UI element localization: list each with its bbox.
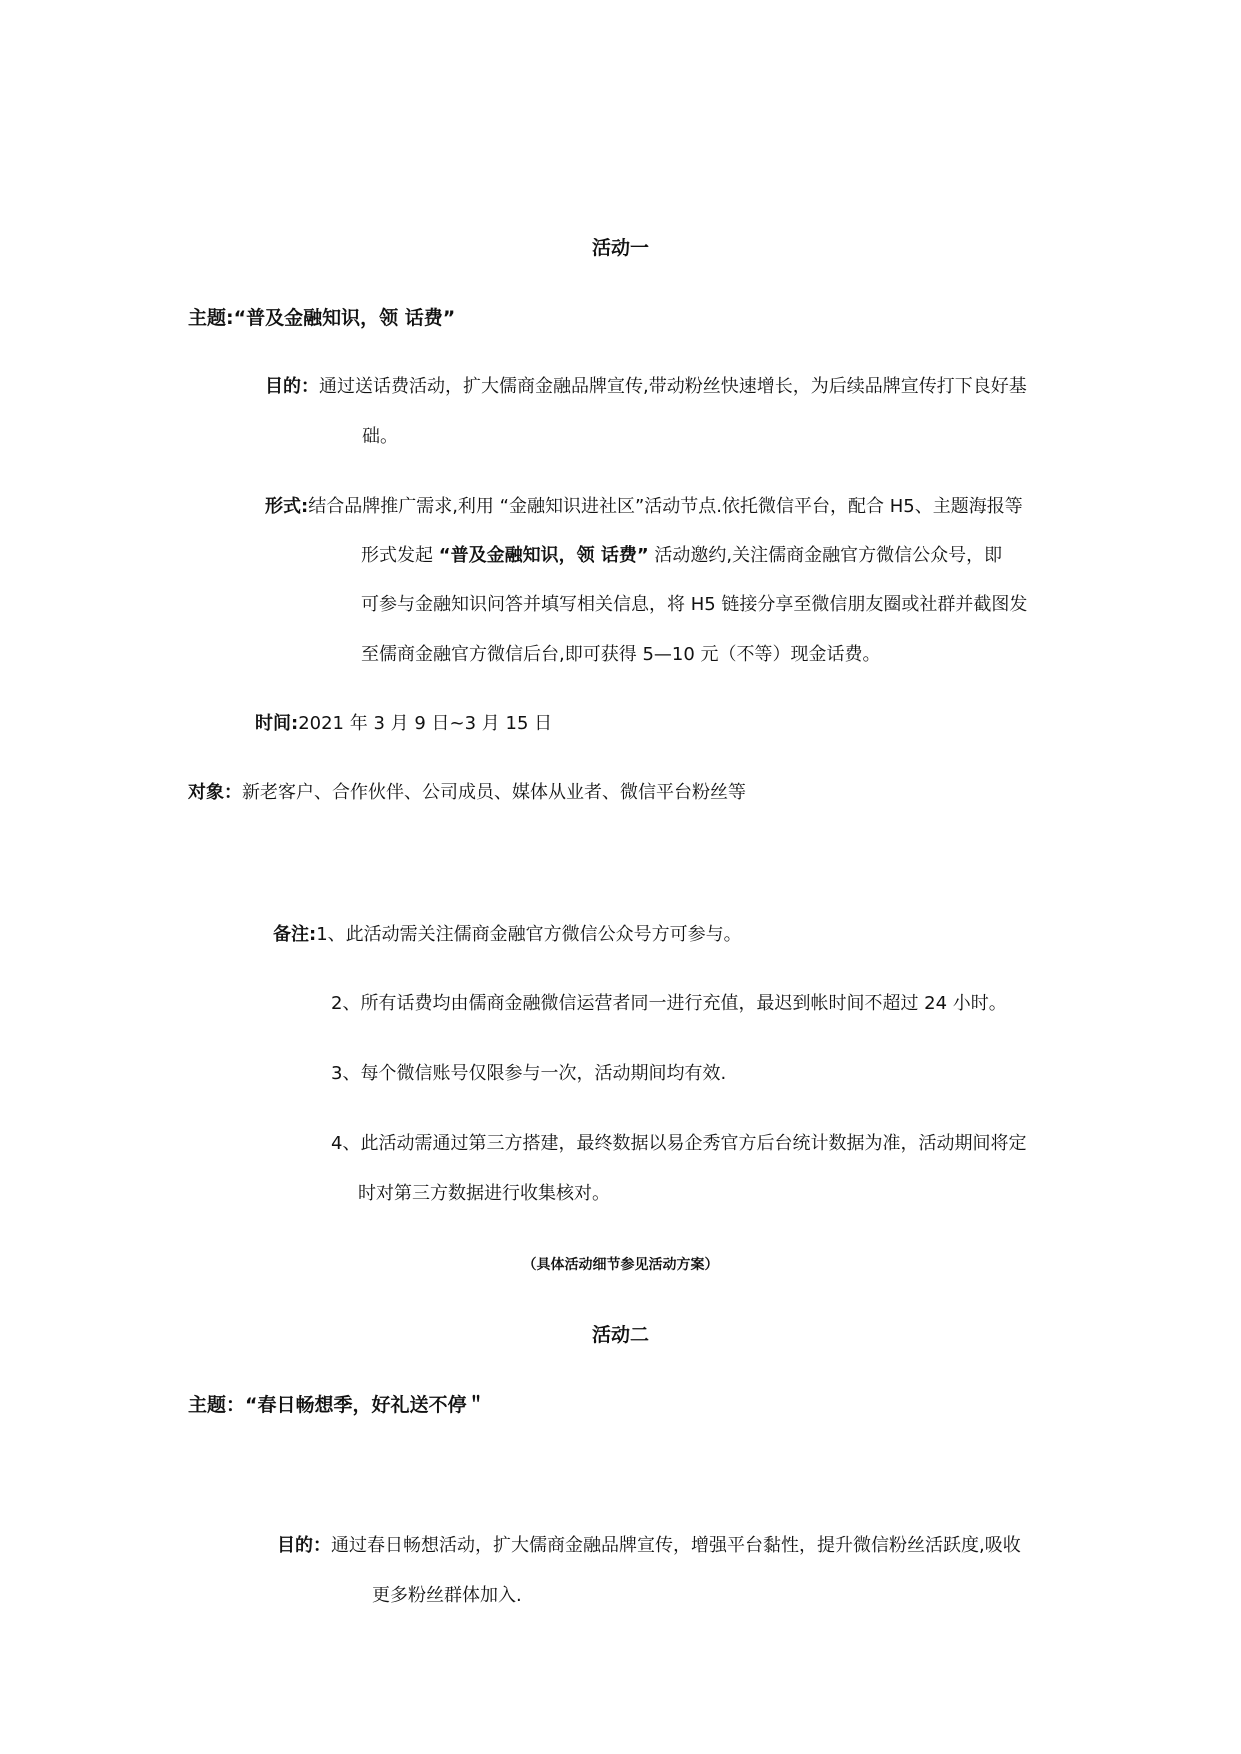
activity1-heading: 活动一 [591, 237, 649, 259]
note-item: 3、每个微信账号仅限参与一次，活动期间均有效. [331, 1063, 727, 1084]
activity1-footnote: （具体活动细节参见活动方案） [522, 1257, 719, 1273]
form-label: 形式: [265, 496, 309, 517]
note-item: 4、此活动需通过第三方搭建，最终数据以易企秀官方后台统计数据为准，活动期间将定 [331, 1133, 1027, 1154]
activity2-purpose [277, 1534, 1021, 1558]
theme-label: 主题: [188, 307, 234, 329]
activity1-form-line4: 至儒商金融官方微信后台,即可获得 5—10 元（不等）现金话费。 [361, 644, 881, 665]
target-value: 新老客户、合作伙伴、公司成员、媒体从业者、微信平台粉丝等 [242, 782, 746, 803]
theme-value: “春日畅想季，好礼送不停＂ [245, 1394, 486, 1416]
form-text: 结合品牌推广需求,利用 “金融知识进社区”活动节点.依托微信平台，配合 H5、主题海报等 [308, 496, 1023, 517]
note-item: 2、所有话费均由儒商金融微信运营者同一进行充值，最迟到帐时间不超过 24 小时。 [331, 993, 1007, 1014]
theme-value: “普及金融知识，领 话费” [233, 307, 456, 329]
form-text-pre: 形式发起 [361, 545, 439, 566]
purpose-text: 通过送话费活动，扩大儒商金融品牌宣传,带动粉丝快速增长，为后续品牌宣传打下良好基 [319, 376, 1027, 397]
time-value: 2021 年 3 月 9 日~3 月 15 日 [298, 713, 553, 734]
activity1-theme [188, 306, 455, 330]
purpose-label: 目的： [265, 376, 319, 397]
activity1-target [188, 781, 746, 805]
purpose-text: 通过春日畅想活动，扩大儒商金融品牌宣传，增强平台黏性，提升微信粉丝活跃度,吸收 [331, 1535, 1021, 1556]
activity2-purpose-cont: 更多粉丝群体加入. [372, 1585, 522, 1606]
notes-label: 备注: [273, 924, 317, 945]
activity1-notes [273, 923, 742, 947]
activity2-heading: 活动二 [591, 1324, 649, 1346]
activity1-form-line2 [361, 544, 1002, 568]
form-text-post: 活动邀约,关注儒商金融官方微信公众号，即 [648, 545, 1003, 566]
activity2-theme [188, 1393, 486, 1417]
theme-label: 主题： [188, 1394, 246, 1416]
time-label: 时间: [255, 713, 299, 734]
form-text-bold: “普及金融知识，领 话费” [438, 545, 649, 566]
note-item: 1、此活动需关注儒商金融官方微信公众号方可参与。 [316, 924, 742, 945]
target-label: 对象： [188, 782, 242, 803]
activity1-form [265, 495, 1023, 519]
activity1-form-line3: 可参与金融知识问答并填写相关信息，将 H5 链接分享至微信朋友圈或社群并截图发 [361, 594, 1028, 615]
purpose-label: 目的： [277, 1535, 331, 1556]
note-item-cont: 时对第三方数据进行收集核对。 [358, 1183, 610, 1204]
activity1-purpose-cont: 础。 [362, 426, 398, 447]
activity1-purpose [265, 375, 1027, 399]
activity1-time [255, 712, 552, 736]
